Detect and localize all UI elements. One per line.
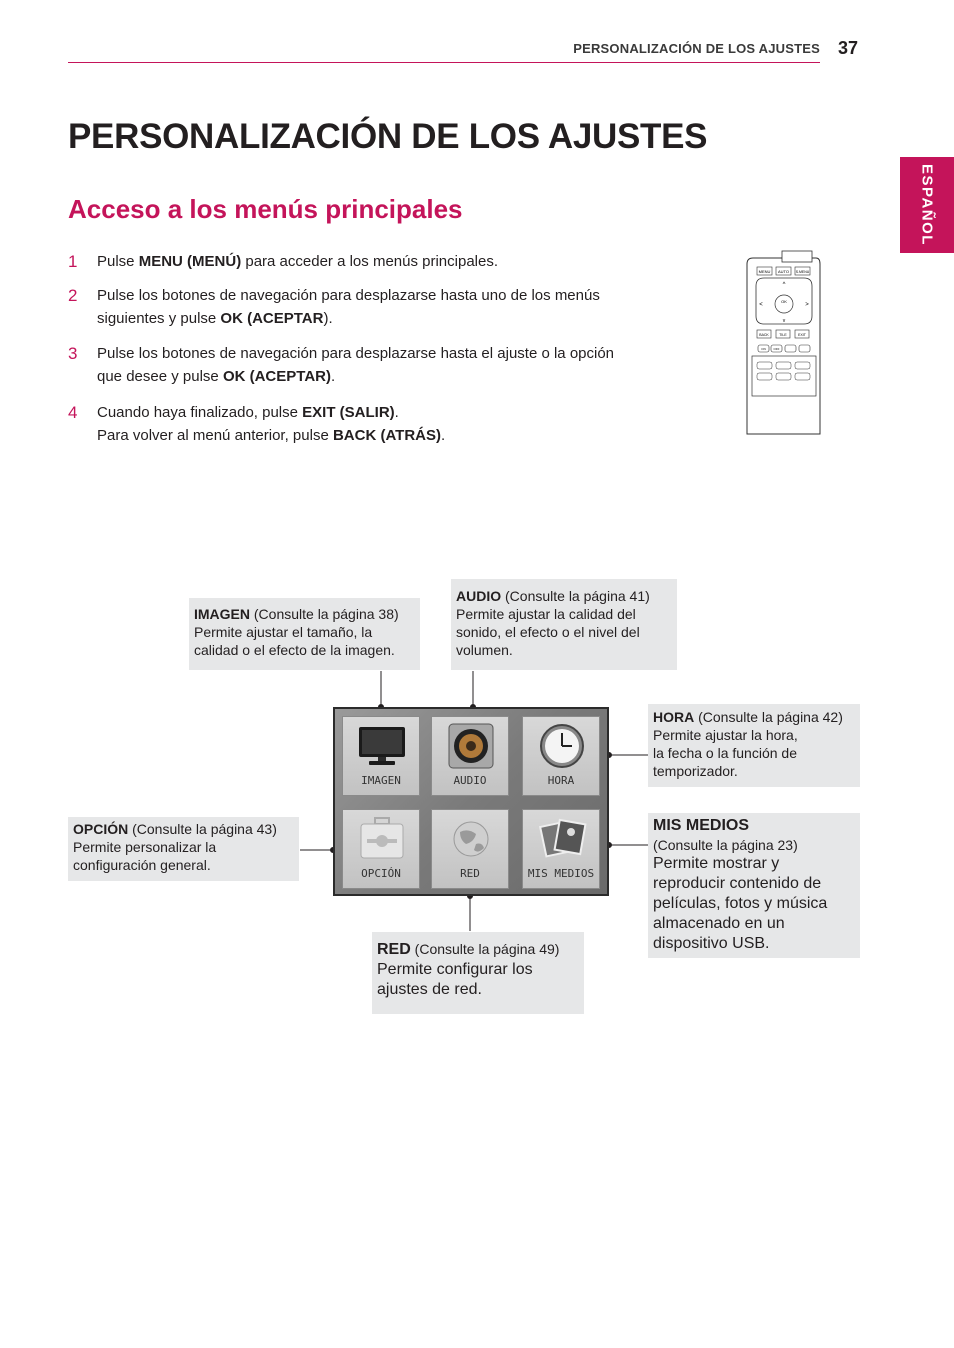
header-rule	[68, 62, 820, 63]
remote-ok-label: OK	[781, 299, 787, 304]
step-key: BACK (ATRÁS)	[332, 426, 442, 444]
step-text: .	[330, 367, 336, 385]
step-key: OK (ACEPTAR)	[222, 367, 331, 385]
step-number: 2	[68, 286, 78, 305]
menu-tile-hora[interactable]	[522, 716, 600, 796]
page-number: 37	[838, 38, 859, 58]
toolbox-icon	[357, 814, 407, 864]
callout-ref: (Consulte la página 49)	[410, 941, 560, 957]
tile-label: IMAGEN	[361, 774, 401, 787]
step-1	[68, 251, 628, 274]
main-menu-screen	[333, 707, 609, 896]
callout-opcion	[68, 817, 299, 881]
svg-text:v: v	[782, 318, 786, 324]
remote-auto-label: AUTO	[777, 269, 790, 274]
callout-desc: Permite ajustar la calidad del sonido, el efecto o el nivel del volumen.	[456, 606, 640, 658]
step-number: 1	[68, 252, 78, 271]
callout-title: MIS MEDIOS	[653, 817, 750, 834]
callout-desc: Permite ajustar el tamaño, la calidad o el efecto de la imagen.	[194, 624, 395, 658]
step-number: 3	[68, 344, 78, 363]
callout-desc: Permite personalizar la configuración general.	[73, 839, 217, 873]
media-icon	[537, 814, 587, 864]
tile-label: AUDIO	[453, 774, 487, 787]
step-text: ).	[323, 309, 333, 327]
section-heading: Acceso a los menús principales	[68, 194, 463, 224]
step-key: OK (ACEPTAR	[220, 309, 324, 327]
step-text: Pulse los botones de navegación para desplazarse hasta el ajuste o la opción que desee y pulse	[97, 345, 615, 385]
callout-audio	[451, 579, 677, 670]
globe-icon	[446, 814, 496, 864]
language-label: ESPAÑOL	[918, 164, 936, 246]
monitor-icon	[357, 721, 407, 771]
step-3	[68, 343, 628, 388]
running-header-title: PERSONALIZACIÓN DE LOS AJUSTES	[573, 41, 820, 56]
step-4	[68, 402, 628, 447]
callout-desc: Permite ajustar la hora,	[653, 727, 798, 743]
callout-imagen	[189, 598, 420, 670]
callout-title: IMAGEN	[194, 606, 250, 622]
remote-back-label: BACK	[759, 333, 769, 337]
step-text: Cuando haya finalizado, pulse	[97, 404, 303, 421]
menu-tile-audio[interactable]	[431, 716, 509, 796]
callout-ref: (Consulte la página 41)	[501, 588, 650, 604]
step-key: MENU (MENÚ)	[138, 253, 242, 270]
remote-smenu-label: S.MENU	[795, 270, 810, 274]
callout-ref: (Consulte la página 23)	[653, 837, 798, 853]
svg-text:>: >	[805, 302, 809, 308]
svg-text:<: <	[759, 302, 763, 308]
remote-id-off-label: OFF	[773, 347, 780, 351]
tile-label: RED	[460, 867, 480, 880]
step-text: Para volver al menú anterior, pulse	[97, 426, 333, 444]
step-text: Pulse los botones de navegación para desplazarse hasta uno de los menús siguientes y pulse	[97, 287, 600, 327]
menu-tile-imagen[interactable]	[342, 716, 420, 796]
callout-ref: (Consulte la página 42)	[694, 709, 843, 725]
callout-title: HORA	[653, 709, 695, 725]
callout-hora	[648, 704, 860, 787]
tile-label: OPCIÓN	[361, 867, 401, 880]
page-title: PERSONALIZACIÓN DE LOS AJUSTES	[68, 117, 708, 156]
remote-id-on-label: ON	[761, 347, 766, 351]
tile-label: HORA	[547, 774, 575, 787]
step-number: 4	[68, 403, 78, 422]
step-text: .	[394, 404, 399, 421]
menu-tile-red[interactable]	[431, 809, 509, 889]
callout-desc: Permite configurar los ajustes de red.	[377, 961, 533, 998]
callout-ref: (Consulte la página 43)	[128, 821, 277, 837]
remote-control-illustration	[744, 250, 822, 436]
language-side-tab	[900, 157, 954, 253]
remote-tile-label: TILE	[779, 333, 787, 337]
menu-tile-opcion[interactable]	[342, 809, 420, 889]
speaker-icon	[446, 721, 496, 771]
callout-title: OPCIÓN	[73, 821, 129, 837]
menu-tile-mis-medios[interactable]	[522, 809, 600, 889]
callout-mis-medios	[648, 813, 860, 958]
callout-red	[372, 932, 584, 1014]
remote-exit-label: EXIT	[798, 333, 806, 337]
callout-desc: la fecha o la función de temporizador.	[653, 745, 797, 779]
clock-icon	[537, 721, 587, 771]
callout-title: RED	[377, 941, 411, 958]
tile-label: MIS MEDIOS	[527, 867, 595, 880]
step-text: .	[441, 426, 446, 444]
step-key: EXIT (SALIR)	[302, 404, 395, 421]
remote-menu-label: MENU	[758, 269, 771, 274]
step-text: Pulse	[97, 253, 139, 270]
svg-text:^: ^	[782, 282, 786, 288]
callout-ref: (Consulte la página 38)	[250, 606, 399, 622]
callout-title: AUDIO	[456, 588, 502, 604]
step-2	[68, 285, 628, 330]
callout-desc: Permite mostrar y reproducir contenido de películas, fotos y música almacenado en un dispositivo USB.	[653, 855, 828, 952]
step-text: para acceder a los menús principales.	[241, 253, 499, 270]
